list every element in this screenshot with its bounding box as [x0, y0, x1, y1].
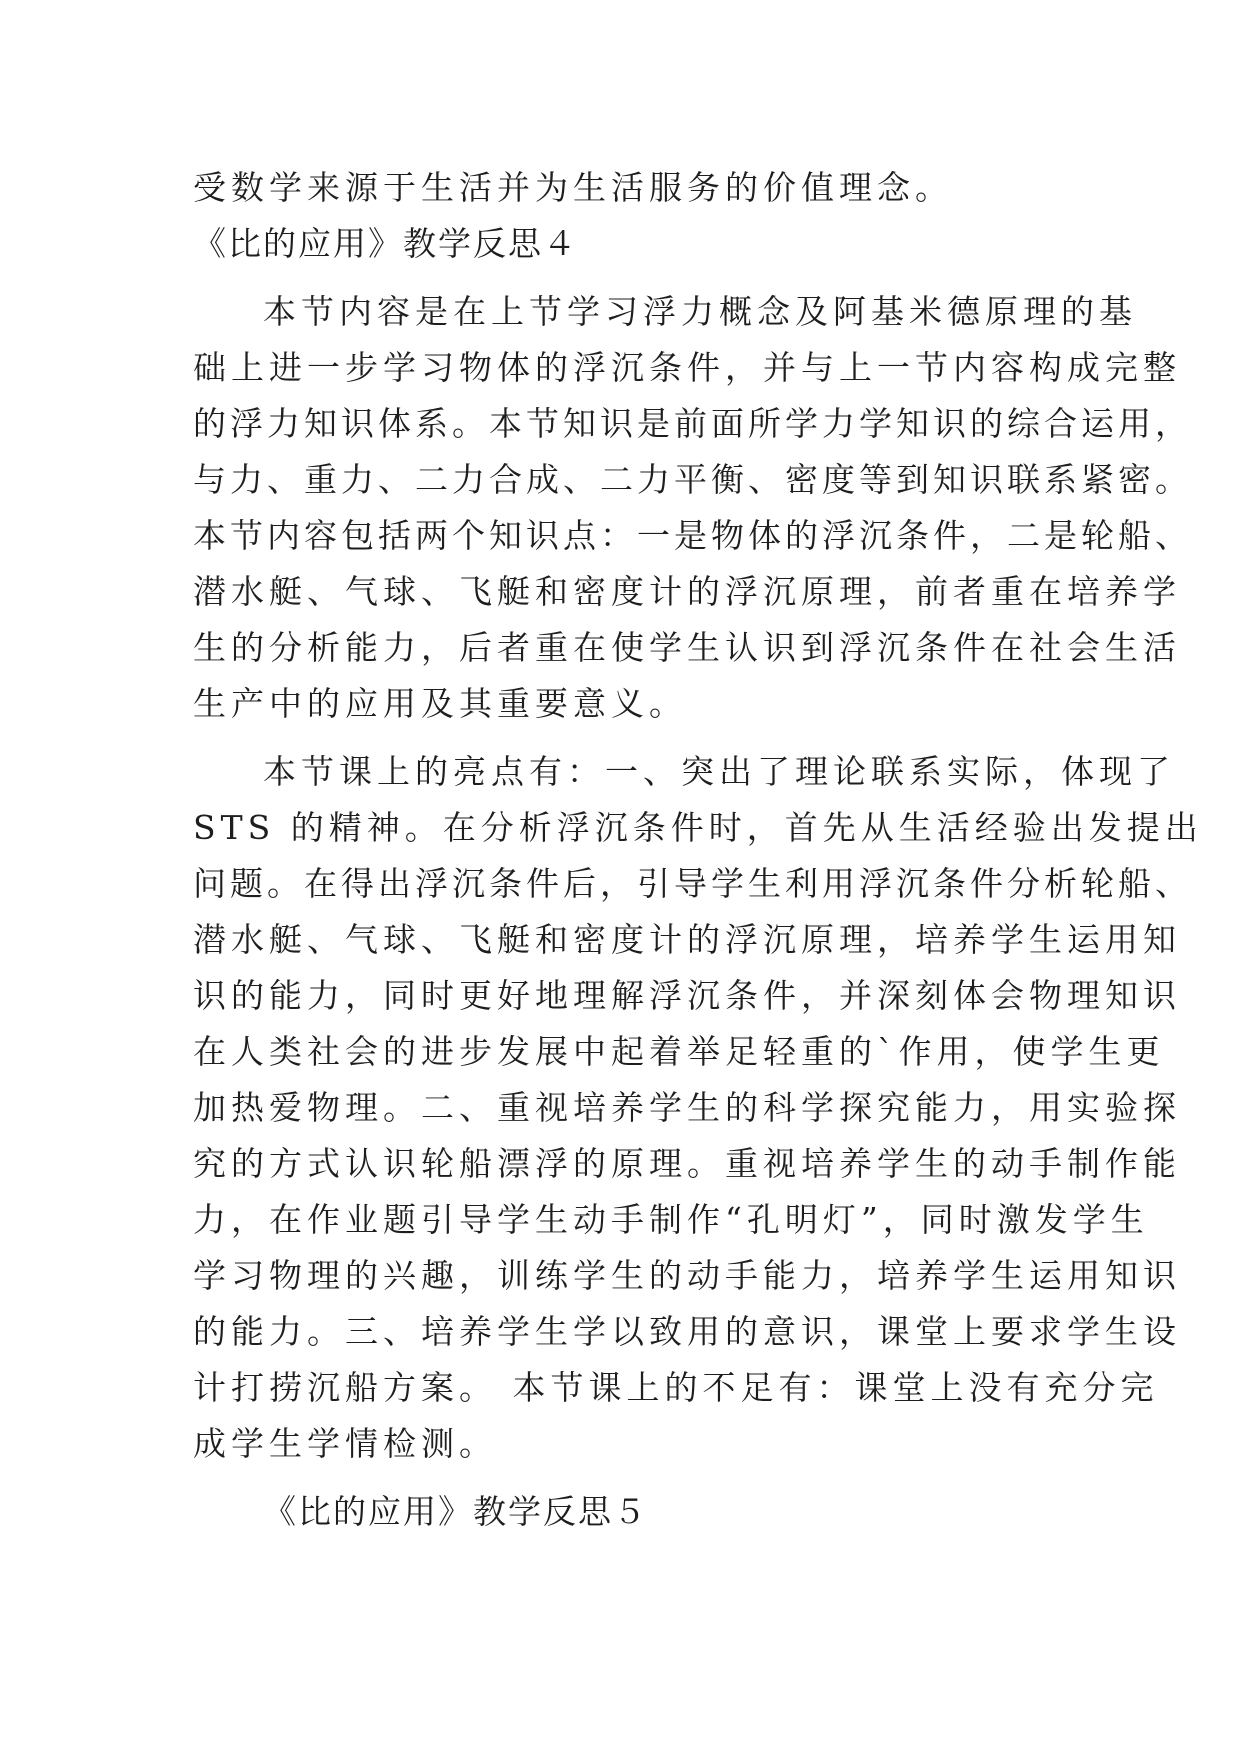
paragraph-line: 潜水艇、气球、飞艇和密度计的浮沉原理，培养学生运用知 — [193, 920, 1181, 959]
paragraph-line: 问题。在得出浮沉条件后，引导学生利用浮沉条件分析轮船、 — [193, 864, 1192, 903]
paragraph-line: 的浮力知识体系。本节知识是前面所学力学知识的综合运用， — [193, 404, 1192, 443]
paragraph-line: 在人类社会的进步发展中起着举足轻重的`作用，使学生更 — [193, 1032, 1165, 1071]
paragraph-line: 成学生学情检测。 — [193, 1424, 497, 1463]
paragraph-line: 究的方式认识轮船漂浮的原理。重视培养学生的动手制作能 — [193, 1144, 1181, 1183]
paragraph-line: 本节课上的亮点有：一、突出了理论联系实际，体现了 — [263, 752, 1175, 791]
section-heading: 《比的应用》教学反思４ — [193, 224, 578, 263]
paragraph-line: 计打捞沉船方案。 本节课上的不足有：课堂上没有充分完 — [193, 1368, 1159, 1407]
paragraph-line: 础上进一步学习物体的浮沉条件，并与上一节内容构成完整 — [193, 348, 1181, 387]
paragraph — [193, 744, 1203, 1472]
paragraph-line: 的能力。三、培养学生学以致用的意识，课堂上要求学生设 — [193, 1312, 1181, 1351]
paragraph-line: 本节内容包括两个知识点：一是物体的浮沉条件，二是轮船、 — [193, 516, 1192, 555]
paragraph-line: 生产中的应用及其重要意义。 — [193, 684, 687, 723]
paragraph-line: 与力、重力、二力合成、二力平衡、密度等到知识联系紧密。 — [193, 460, 1192, 499]
paragraph-line: 生的分析能力，后者重在使学生认识到浮沉条件在社会生活 — [193, 628, 1181, 667]
paragraph-line: 潜水艇、气球、飞艇和密度计的浮沉原理，前者重在培养学 — [193, 572, 1181, 611]
paragraph-line: 学习物理的兴趣，训练学生的动手能力，培养学生运用知识 — [193, 1256, 1181, 1295]
paragraph-line: STS 的精神。在分析浮沉条件时，首先从生活经验出发提出 — [193, 808, 1203, 847]
paragraph-line: 受数学来源于生活并为生活服务的价值理念。 — [193, 168, 953, 207]
paragraph — [193, 284, 1192, 732]
document-body — [193, 160, 1203, 1540]
paragraph-line: 本节内容是在上节学习浮力概念及阿基米德原理的基 — [263, 292, 1137, 331]
paragraph-line: 加热爱物理。二、重视培养学生的科学探究能力，用实验探 — [193, 1088, 1181, 1127]
paragraph-line: 力，在作业题引导学生动手制作“孔明灯”，同时激发学生 — [193, 1200, 1149, 1239]
section-heading: 《比的应用》教学反思５ — [263, 1492, 648, 1531]
paragraph-line: 识的能力，同时更好地理解浮沉条件，并深刻体会物理知识 — [193, 976, 1181, 1015]
